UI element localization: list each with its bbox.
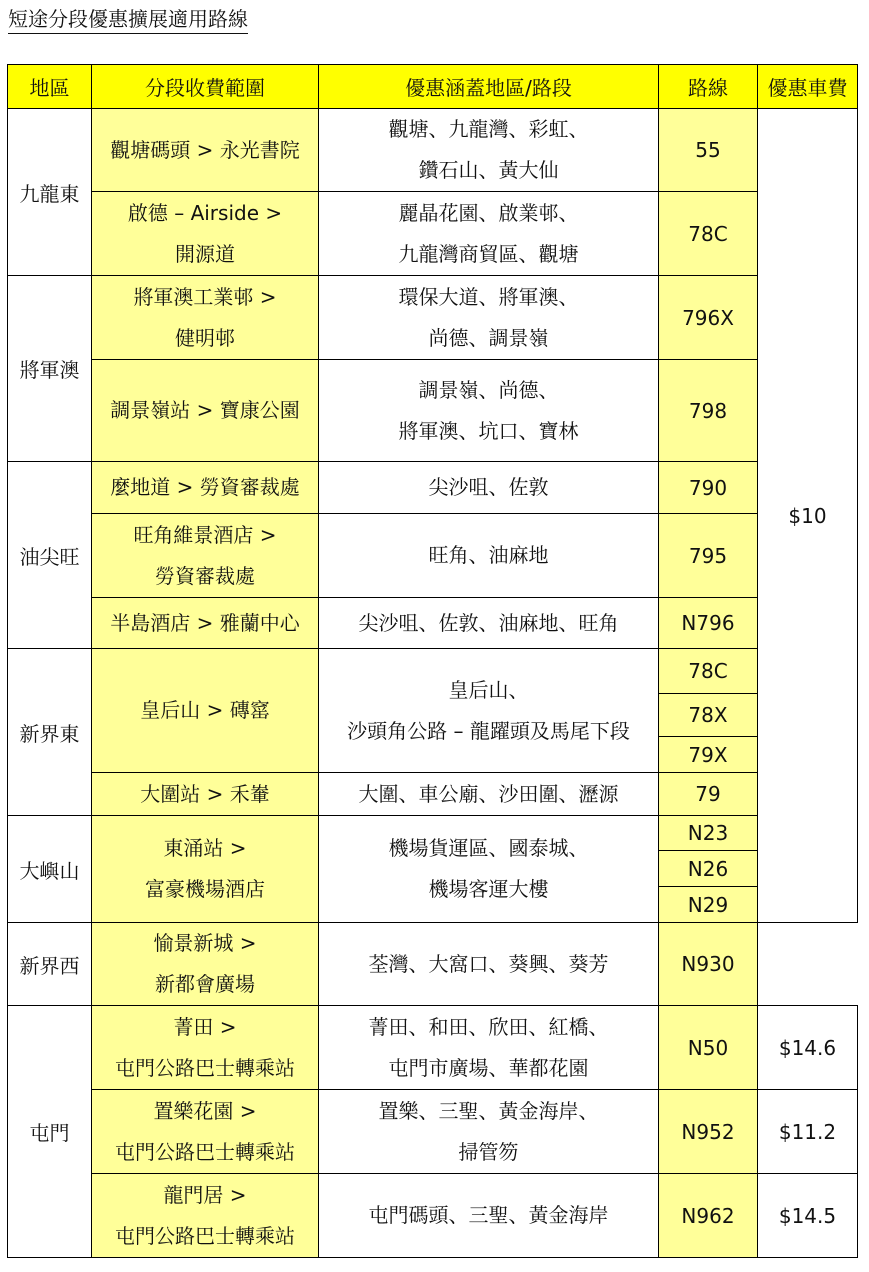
section-cell: 觀塘碼頭 > 永光書院: [92, 109, 319, 192]
fare-table: [7, 64, 858, 1258]
coverage-cell: 皇后山、 沙頭角公路 – 龍躍頭及馬尾下段: [319, 649, 659, 773]
coverage-cell: 屯門碼頭、三聖、黃金海岸: [319, 1174, 659, 1258]
fare-cell: $14.6: [758, 1006, 858, 1090]
section-cell: 東涌站 > 富豪機場酒店: [92, 816, 319, 923]
section-cell: 菁田 > 屯門公路巴士轉乘站: [92, 1006, 319, 1090]
section-cell: 啟德 – Airside > 開源道: [92, 192, 319, 276]
route-cell: N930: [659, 923, 758, 1006]
table-row: [8, 192, 858, 276]
header-region: 地區: [8, 65, 92, 109]
route-cell: N29: [659, 887, 758, 923]
route-cell: 79X: [659, 737, 758, 773]
coverage-cell: 荃灣、大窩口、葵興、葵芳: [319, 923, 659, 1006]
table-row: [8, 360, 858, 462]
region-cell: 屯門: [8, 1006, 92, 1258]
table-row: [8, 816, 858, 851]
table-row: [8, 773, 858, 816]
table-row: [8, 923, 858, 1006]
route-cell: N962: [659, 1174, 758, 1258]
table-row: [8, 109, 858, 192]
coverage-cell: 觀塘、九龍灣、彩虹、 鑽石山、黃大仙: [319, 109, 659, 192]
header-section: 分段收費範圍: [92, 65, 319, 109]
section-cell: 大圍站 > 禾輋: [92, 773, 319, 816]
table-row: [8, 1006, 858, 1090]
region-cell: 大嶼山: [8, 816, 92, 923]
route-cell: N952: [659, 1090, 758, 1174]
header-row: [8, 65, 858, 109]
coverage-cell: 菁田、和田、欣田、紅橋、 屯門市廣場、華都花園: [319, 1006, 659, 1090]
coverage-cell: 麗晶花園、啟業邨、 九龍灣商貿區、觀塘: [319, 192, 659, 276]
route-cell: 796X: [659, 276, 758, 360]
section-cell: 調景嶺站 > 寶康公園: [92, 360, 319, 462]
section-cell: 龍門居 > 屯門公路巴士轉乘站: [92, 1174, 319, 1258]
section-cell: 皇后山 > 磚窰: [92, 649, 319, 773]
section-cell: 愉景新城 > 新都會廣場: [92, 923, 319, 1006]
coverage-cell: 置樂、三聖、黃金海岸、 掃管笏: [319, 1090, 659, 1174]
coverage-cell: 環保大道、將軍澳、 尚德、調景嶺: [319, 276, 659, 360]
region-cell: 九龍東: [8, 109, 92, 276]
coverage-cell: 機場貨運區、國泰城、 機場客運大樓: [319, 816, 659, 923]
coverage-cell: 調景嶺、尚德、 將軍澳、坑口、寶林: [319, 360, 659, 462]
route-cell: 78C: [659, 649, 758, 694]
route-cell: 790: [659, 462, 758, 514]
route-cell: 78X: [659, 694, 758, 737]
route-cell: N23: [659, 816, 758, 851]
region-cell: 新界西: [8, 923, 92, 1006]
table-row: [8, 1174, 858, 1258]
header-fare: 優惠車費: [758, 65, 858, 109]
route-cell: 798: [659, 360, 758, 462]
table-row: [8, 276, 858, 360]
region-cell: 油尖旺: [8, 462, 92, 649]
section-cell: 麼地道 > 勞資審裁處: [92, 462, 319, 514]
header-coverage: 優惠涵蓋地區/路段: [319, 65, 659, 109]
fare-cell: $11.2: [758, 1090, 858, 1174]
route-cell: N796: [659, 598, 758, 649]
table-row: [8, 649, 858, 694]
coverage-cell: 尖沙咀、佐敦: [319, 462, 659, 514]
route-cell: 55: [659, 109, 758, 192]
fare-cell: $14.5: [758, 1174, 858, 1258]
section-cell: 將軍澳工業邨 > 健明邨: [92, 276, 319, 360]
table-row: [8, 462, 858, 514]
route-cell: 78C: [659, 192, 758, 276]
table-row: [8, 514, 858, 598]
route-cell: N50: [659, 1006, 758, 1090]
section-cell: 旺角維景酒店 > 勞資審裁處: [92, 514, 319, 598]
fare-cell-shared: $10: [758, 109, 858, 923]
header-route: 路線: [659, 65, 758, 109]
route-cell: N26: [659, 851, 758, 887]
route-cell: 795: [659, 514, 758, 598]
coverage-cell: 大圍、車公廟、沙田圍、瀝源: [319, 773, 659, 816]
coverage-cell: 尖沙咀、佐敦、油麻地、旺角: [319, 598, 659, 649]
document-title: 短途分段優惠擴展適用路線: [8, 6, 248, 34]
coverage-cell: 旺角、油麻地: [319, 514, 659, 598]
section-cell: 置樂花園 > 屯門公路巴士轉乘站: [92, 1090, 319, 1174]
section-cell: 半島酒店 > 雅蘭中心: [92, 598, 319, 649]
region-cell: 新界東: [8, 649, 92, 816]
route-cell: 79: [659, 773, 758, 816]
region-cell: 將軍澳: [8, 276, 92, 462]
table-row: [8, 598, 858, 649]
table-row: [8, 1090, 858, 1174]
